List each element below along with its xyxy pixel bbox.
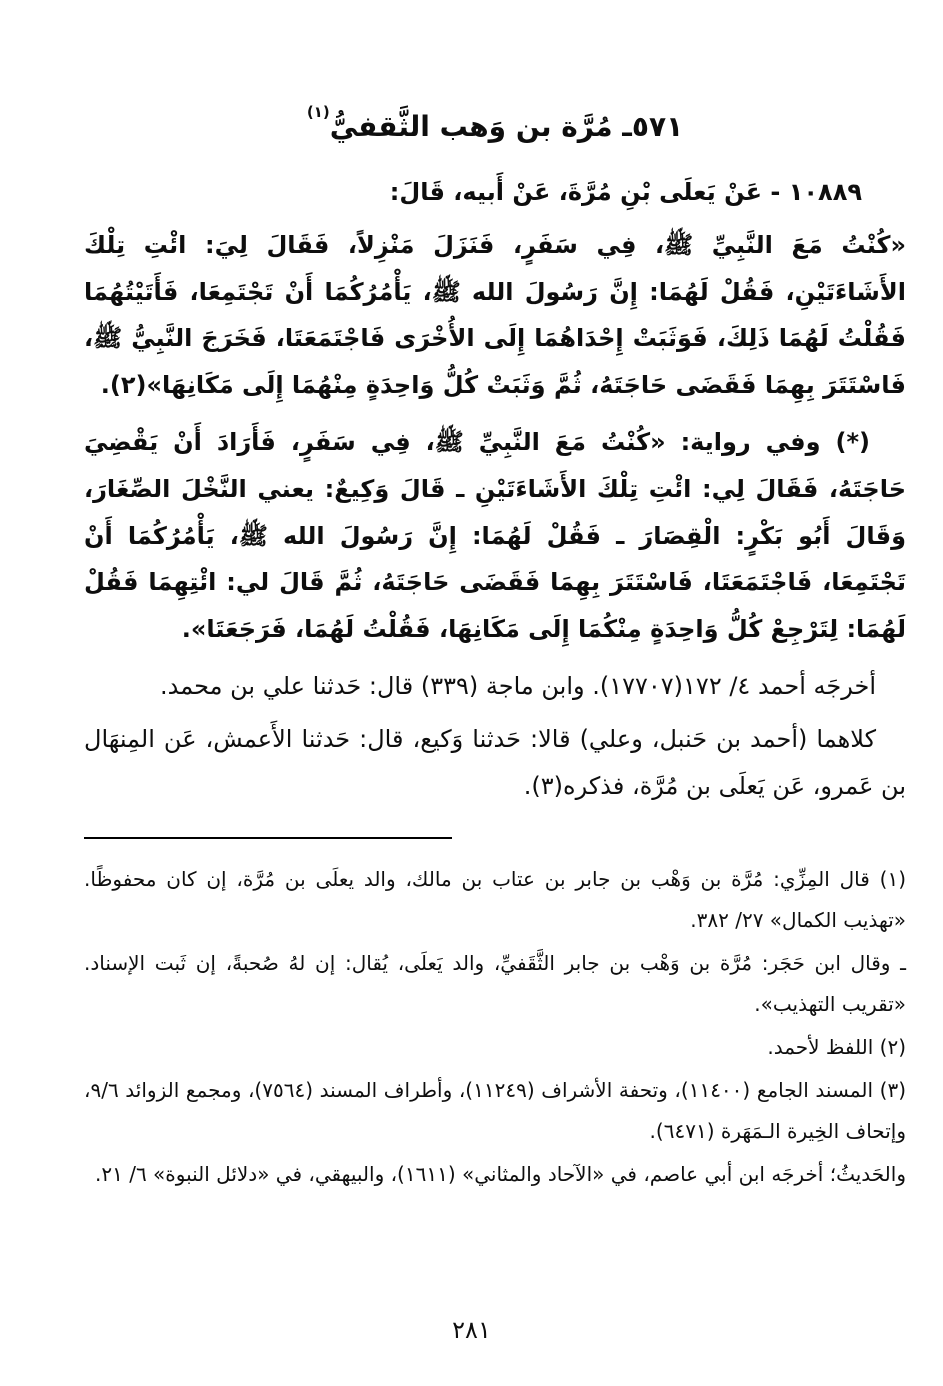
footnotes-section (84, 859, 906, 1195)
footnote-1: (١) قال المِزِّي: مُرَّة بن وَهْب بن جابر بن عتاب بن مالك، والد يعلَى بن مُرَّة، إن كان محفوظًا. «تهذيب الكمال» ٢٧/ ٣٨٢. (84, 867, 906, 933)
footnote-separator (84, 837, 452, 839)
page-number: ٢٨١ (452, 1316, 491, 1344)
hadith-number-isnad-line: ١٠٨٨٩ - عَنْ يَعلَى بْنِ مُرَّةَ، عَنْ أَبيه، قَالَ: (389, 178, 862, 206)
footnote-3: (٣) المسند الجامع (١١٤٠٠)، وتحفة الأشراف (١١٢٤٩)، وأطراف المسند (٧٥٦٤)، ومجمع الزوائد ٩/٦، وإتحاف الخِيرة الـمَهَرة (٦٤٧١). (84, 1078, 906, 1144)
takhrij-line-1: أخرجَه أحمد ٤/ ١٧٢(١٧٧٠٧). وابن ماجة (٣٣٩) قال: حَدثنا علي بن محمد. (160, 671, 876, 700)
footnote-1-continued: ـ وقال ابن حَجَر: مُرَّة بن وَهْب بن جابر الثَّقَفيِّ، والد يَعلَى، يُقال: إن لهُ صُحبةً، إن ثَبت الإسناد. «تقريب التهذيب». (84, 951, 906, 1017)
footnote-3-continued: والحَديثُ؛ أخرجَه ابن أبي عاصم، في «الآحاد والمثاني» (١٦١١)، والبيهقي، في «دلائل النبوة» ٦/ ٢١. (95, 1162, 906, 1187)
takhrij-line-2: كلاهما (أحمد بن حَنبل، وعلي) قالا: حَدثنا وَكيع، قال: حَدثنا الأَعمش، عَن المِنهَال بن عَمرو، عَن يَعلَى بن مُرَّة، فذكره(٣). (84, 724, 906, 800)
entry-title-text: ٥٧١ـ مُرَّة بن وَهب الثَّقفيُّ (329, 110, 684, 143)
entry-title (84, 102, 906, 143)
title-footnote-ref: (١) (306, 102, 330, 121)
hadith-text-paragraph: «كُنْتُ مَعَ النَّبِيِّ ﷺ، فِي سَفَرٍ، فَنَزَلَ مَنْزِلاً، فَقَالَ لِيَ: ائْتِ تِلْكَ الأَشَاءَتَيْنِ، فَقُلْ لَهُمَا: إِنَّ رَسُولَ الله ﷺ، يَأْمُرُكُمَا أَنْ تَجْتَمِعَا، فَأَتَيْتُهُمَا فَقُلْتُ لَهُمَا ذَلِكَ، فَوَثَبَتْ إِحْدَاهُمَا إِلَى الأُخْرَى فَاجْتَمَعَتَا، فَخَرَجَ النَّبِيُّ ﷺ، فَاسْتَتَرَ بِهِمَا فَقَضَى حَاجَتَهُ، ثُمَّ وَثَبَتْ كُلُّ وَاحِدَةٍ مِنْهُمَا إِلَى مَكَانِهَا»(٢). (84, 230, 906, 400)
footnote-2: (٢) اللفظ لأحمد. (767, 1035, 906, 1060)
variant-narration-paragraph: (*) وفي رواية: «كُنْتُ مَعَ النَّبِيِّ ﷺ، فِي سَفَرٍ، فَأَرَادَ أَنْ يَقْضِيَ حَاجَتَهُ، فَقَالَ لِي: ائْتِ تِلْكَ الأَشَاءَتَيْنِ ـ قَالَ وَكِيعٌ: يعني النَّخْلَ الصِّغَارَ، وَقَالَ أَبُو بَكْرٍ: الْقِصَارَ ـ فَقُلْ لَهُمَا: إِنَّ رَسُولَ الله ﷺ، يَأْمُرُكُمَا أَنْ تَجْتَمِعَا، فَاجْتَمَعَتَا، فَاسْتَتَرَ بِهِمَا فَقَضَى حَاجَتَهُ، ثُمَّ قَالَ لي: ائْتِهِمَا فَقُلْ لَهُمَا: لِتَرْجِعْ كُلُّ وَاحِدَةٍ مِنْكُمَا إِلَى مَكَانِهَا، فَقُلْتُ لَهُمَا، فَرَجَعَتَا». (84, 427, 906, 644)
